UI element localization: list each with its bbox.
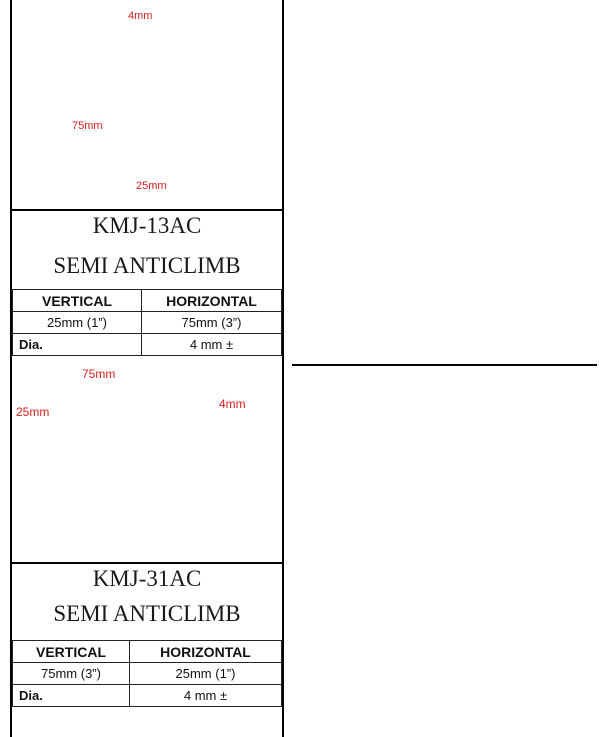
dia-value: 4 mm ± <box>130 685 282 707</box>
dim-width-label: 75mm <box>82 367 116 381</box>
dim-wire-label: 4mm <box>128 10 153 22</box>
value-horizontal: 75mm (3”) <box>142 312 282 334</box>
header-horizontal: HORIZONTAL <box>142 290 282 312</box>
header-vertical: VERTICAL <box>13 641 130 663</box>
value-vertical: 75mm (3”) <box>13 663 130 685</box>
spec-table-kmj-13ac <box>12 289 282 356</box>
diagram1-bottom-line <box>12 209 282 211</box>
header-vertical: VERTICAL <box>13 290 142 312</box>
value-horizontal: 25mm (1”) <box>130 663 282 685</box>
spec-table-kmj-31ac <box>12 640 282 707</box>
dim-wire-label: 4mm <box>219 397 246 411</box>
product-name: SEMI ANTICLIMB <box>53 601 241 626</box>
divider-horizontal-right <box>292 364 597 366</box>
dia-label: Dia. <box>13 334 142 356</box>
dim-height-label: 25mm <box>16 405 50 419</box>
header-horizontal: HORIZONTAL <box>130 641 282 663</box>
model-title: KMJ-31AC <box>92 566 202 591</box>
diagram2-bottom-line <box>12 562 282 564</box>
product-name: SEMI ANTICLIMB <box>53 253 241 278</box>
dia-label: Dia. <box>13 685 130 707</box>
dim-height-label: 75mm <box>72 120 103 132</box>
dia-value: 4 mm ± <box>142 334 282 356</box>
divider-vertical <box>282 0 284 737</box>
model-title: KMJ-13AC <box>92 213 202 238</box>
value-vertical: 25mm (1”) <box>13 312 142 334</box>
dim-width-label: 25mm <box>136 180 167 192</box>
